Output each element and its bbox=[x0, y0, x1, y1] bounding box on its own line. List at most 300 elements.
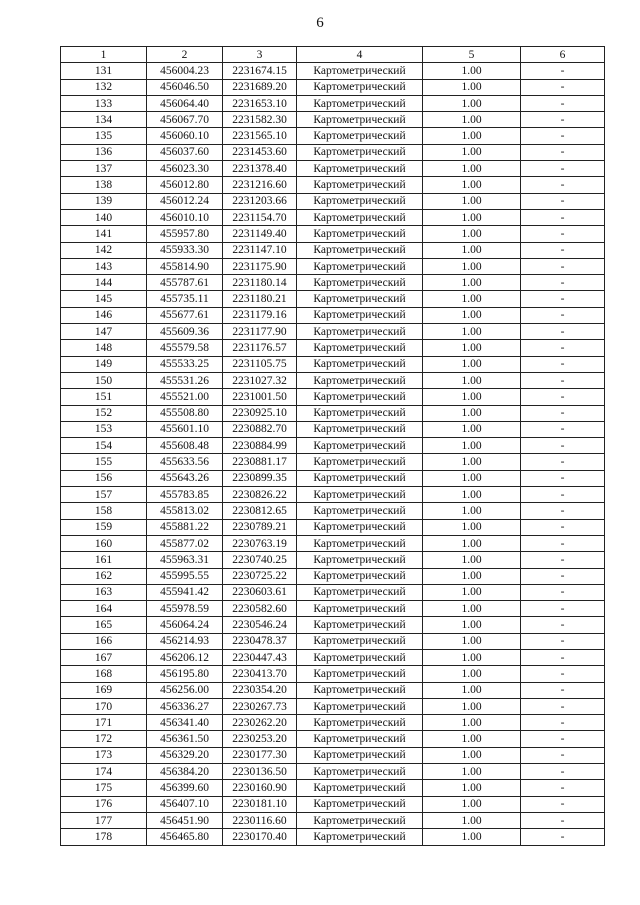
y-coordinate-cell: 2231653.10 bbox=[223, 95, 297, 111]
note-cell: - bbox=[521, 112, 605, 128]
accuracy-cell: 1.00 bbox=[423, 95, 521, 111]
y-coordinate-cell: 2230603.61 bbox=[223, 584, 297, 600]
note-cell: - bbox=[521, 242, 605, 258]
accuracy-cell: 1.00 bbox=[423, 584, 521, 600]
point-number-cell: 166 bbox=[61, 633, 147, 649]
y-coordinate-cell: 2230826.22 bbox=[223, 487, 297, 503]
accuracy-cell: 1.00 bbox=[423, 177, 521, 193]
note-cell: - bbox=[521, 438, 605, 454]
y-coordinate-cell: 2231027.32 bbox=[223, 372, 297, 388]
method-cell: Картометрический bbox=[297, 470, 423, 486]
table-row bbox=[61, 617, 605, 633]
y-coordinate-cell: 2230546.24 bbox=[223, 617, 297, 633]
note-cell: - bbox=[521, 617, 605, 633]
note-cell: - bbox=[521, 715, 605, 731]
accuracy-cell: 1.00 bbox=[423, 535, 521, 551]
method-cell: Картометрический bbox=[297, 584, 423, 600]
accuracy-cell: 1.00 bbox=[423, 519, 521, 535]
method-cell: Картометрический bbox=[297, 161, 423, 177]
method-cell: Картометрический bbox=[297, 389, 423, 405]
table-row bbox=[61, 633, 605, 649]
table-row bbox=[61, 438, 605, 454]
table-row bbox=[61, 275, 605, 291]
accuracy-cell: 1.00 bbox=[423, 552, 521, 568]
x-coordinate-cell: 455579.58 bbox=[147, 340, 223, 356]
point-number-cell: 148 bbox=[61, 340, 147, 356]
table-row bbox=[61, 405, 605, 421]
y-coordinate-cell: 2230354.20 bbox=[223, 682, 297, 698]
accuracy-cell: 1.00 bbox=[423, 780, 521, 796]
point-number-cell: 171 bbox=[61, 715, 147, 731]
note-cell: - bbox=[521, 95, 605, 111]
y-coordinate-cell: 2231216.60 bbox=[223, 177, 297, 193]
column-header-4: 4 bbox=[297, 47, 423, 63]
y-coordinate-cell: 2230253.20 bbox=[223, 731, 297, 747]
note-cell: - bbox=[521, 633, 605, 649]
note-cell: - bbox=[521, 764, 605, 780]
x-coordinate-cell: 456046.50 bbox=[147, 79, 223, 95]
point-number-cell: 172 bbox=[61, 731, 147, 747]
table-row bbox=[61, 128, 605, 144]
y-coordinate-cell: 2231149.40 bbox=[223, 226, 297, 242]
x-coordinate-cell: 455963.31 bbox=[147, 552, 223, 568]
note-cell: - bbox=[521, 487, 605, 503]
table-row bbox=[61, 812, 605, 828]
x-coordinate-cell: 456064.24 bbox=[147, 617, 223, 633]
table-body bbox=[61, 63, 605, 845]
accuracy-cell: 1.00 bbox=[423, 764, 521, 780]
method-cell: Картометрический bbox=[297, 568, 423, 584]
table-row bbox=[61, 682, 605, 698]
point-number-cell: 143 bbox=[61, 258, 147, 274]
y-coordinate-cell: 2230413.70 bbox=[223, 666, 297, 682]
accuracy-cell: 1.00 bbox=[423, 682, 521, 698]
table-row bbox=[61, 63, 605, 79]
point-number-cell: 159 bbox=[61, 519, 147, 535]
point-number-cell: 161 bbox=[61, 552, 147, 568]
table-row bbox=[61, 731, 605, 747]
y-coordinate-cell: 2230881.17 bbox=[223, 454, 297, 470]
column-header-3: 3 bbox=[223, 47, 297, 63]
y-coordinate-cell: 2230478.37 bbox=[223, 633, 297, 649]
x-coordinate-cell: 455677.61 bbox=[147, 307, 223, 323]
method-cell: Картометрический bbox=[297, 324, 423, 340]
x-coordinate-cell: 455508.80 bbox=[147, 405, 223, 421]
point-number-cell: 141 bbox=[61, 226, 147, 242]
point-number-cell: 137 bbox=[61, 161, 147, 177]
note-cell: - bbox=[521, 128, 605, 144]
column-header-5: 5 bbox=[423, 47, 521, 63]
column-header-1: 1 bbox=[61, 47, 147, 63]
y-coordinate-cell: 2230899.35 bbox=[223, 470, 297, 486]
table-row bbox=[61, 780, 605, 796]
table-row bbox=[61, 258, 605, 274]
accuracy-cell: 1.00 bbox=[423, 568, 521, 584]
y-coordinate-cell: 2231001.50 bbox=[223, 389, 297, 405]
x-coordinate-cell: 456067.70 bbox=[147, 112, 223, 128]
x-coordinate-cell: 455609.36 bbox=[147, 324, 223, 340]
method-cell: Картометрический bbox=[297, 226, 423, 242]
table-row bbox=[61, 764, 605, 780]
y-coordinate-cell: 2230136.50 bbox=[223, 764, 297, 780]
method-cell: Картометрический bbox=[297, 503, 423, 519]
note-cell: - bbox=[521, 307, 605, 323]
note-cell: - bbox=[521, 568, 605, 584]
x-coordinate-cell: 456329.20 bbox=[147, 747, 223, 763]
note-cell: - bbox=[521, 552, 605, 568]
method-cell: Картометрический bbox=[297, 454, 423, 470]
method-cell: Картометрический bbox=[297, 780, 423, 796]
y-coordinate-cell: 2231179.16 bbox=[223, 307, 297, 323]
y-coordinate-cell: 2231180.14 bbox=[223, 275, 297, 291]
accuracy-cell: 1.00 bbox=[423, 144, 521, 160]
method-cell: Картометрический bbox=[297, 715, 423, 731]
accuracy-cell: 1.00 bbox=[423, 63, 521, 79]
x-coordinate-cell: 455608.48 bbox=[147, 438, 223, 454]
table-row bbox=[61, 796, 605, 812]
point-number-cell: 136 bbox=[61, 144, 147, 160]
point-number-cell: 131 bbox=[61, 63, 147, 79]
note-cell: - bbox=[521, 796, 605, 812]
table-row bbox=[61, 209, 605, 225]
y-coordinate-cell: 2230725.22 bbox=[223, 568, 297, 584]
coordinates-table bbox=[60, 46, 605, 846]
method-cell: Картометрический bbox=[297, 535, 423, 551]
method-cell: Картометрический bbox=[297, 209, 423, 225]
point-number-cell: 149 bbox=[61, 356, 147, 372]
y-coordinate-cell: 2230267.73 bbox=[223, 698, 297, 714]
x-coordinate-cell: 456341.40 bbox=[147, 715, 223, 731]
accuracy-cell: 1.00 bbox=[423, 128, 521, 144]
method-cell: Картометрический bbox=[297, 177, 423, 193]
x-coordinate-cell: 455601.10 bbox=[147, 421, 223, 437]
point-number-cell: 139 bbox=[61, 193, 147, 209]
table-row bbox=[61, 307, 605, 323]
x-coordinate-cell: 456037.60 bbox=[147, 144, 223, 160]
accuracy-cell: 1.00 bbox=[423, 812, 521, 828]
accuracy-cell: 1.00 bbox=[423, 487, 521, 503]
x-coordinate-cell: 455787.61 bbox=[147, 275, 223, 291]
table-row bbox=[61, 226, 605, 242]
y-coordinate-cell: 2230160.90 bbox=[223, 780, 297, 796]
accuracy-cell: 1.00 bbox=[423, 242, 521, 258]
note-cell: - bbox=[521, 503, 605, 519]
note-cell: - bbox=[521, 829, 605, 845]
table-row bbox=[61, 421, 605, 437]
accuracy-cell: 1.00 bbox=[423, 307, 521, 323]
accuracy-cell: 1.00 bbox=[423, 193, 521, 209]
method-cell: Картометрический bbox=[297, 421, 423, 437]
method-cell: Картометрический bbox=[297, 356, 423, 372]
point-number-cell: 142 bbox=[61, 242, 147, 258]
point-number-cell: 133 bbox=[61, 95, 147, 111]
table-row bbox=[61, 340, 605, 356]
note-cell: - bbox=[521, 421, 605, 437]
point-number-cell: 152 bbox=[61, 405, 147, 421]
x-coordinate-cell: 455521.00 bbox=[147, 389, 223, 405]
note-cell: - bbox=[521, 63, 605, 79]
accuracy-cell: 1.00 bbox=[423, 421, 521, 437]
x-coordinate-cell: 455643.26 bbox=[147, 470, 223, 486]
note-cell: - bbox=[521, 731, 605, 747]
table-row bbox=[61, 715, 605, 731]
table-row bbox=[61, 242, 605, 258]
table-row bbox=[61, 356, 605, 372]
y-coordinate-cell: 2230882.70 bbox=[223, 421, 297, 437]
method-cell: Картометрический bbox=[297, 487, 423, 503]
point-number-cell: 151 bbox=[61, 389, 147, 405]
point-number-cell: 146 bbox=[61, 307, 147, 323]
accuracy-cell: 1.00 bbox=[423, 698, 521, 714]
y-coordinate-cell: 2230170.40 bbox=[223, 829, 297, 845]
y-coordinate-cell: 2231147.10 bbox=[223, 242, 297, 258]
table-row bbox=[61, 177, 605, 193]
point-number-cell: 176 bbox=[61, 796, 147, 812]
y-coordinate-cell: 2231582.30 bbox=[223, 112, 297, 128]
accuracy-cell: 1.00 bbox=[423, 617, 521, 633]
point-number-cell: 167 bbox=[61, 649, 147, 665]
accuracy-cell: 1.00 bbox=[423, 372, 521, 388]
table-row bbox=[61, 487, 605, 503]
note-cell: - bbox=[521, 601, 605, 617]
note-cell: - bbox=[521, 372, 605, 388]
accuracy-cell: 1.00 bbox=[423, 715, 521, 731]
accuracy-cell: 1.00 bbox=[423, 649, 521, 665]
method-cell: Картометрический bbox=[297, 666, 423, 682]
x-coordinate-cell: 456214.93 bbox=[147, 633, 223, 649]
table-row bbox=[61, 519, 605, 535]
x-coordinate-cell: 455957.80 bbox=[147, 226, 223, 242]
y-coordinate-cell: 2231105.75 bbox=[223, 356, 297, 372]
x-coordinate-cell: 455633.56 bbox=[147, 454, 223, 470]
note-cell: - bbox=[521, 275, 605, 291]
note-cell: - bbox=[521, 79, 605, 95]
table-row bbox=[61, 666, 605, 682]
x-coordinate-cell: 455941.42 bbox=[147, 584, 223, 600]
y-coordinate-cell: 2231674.15 bbox=[223, 63, 297, 79]
table-row bbox=[61, 698, 605, 714]
y-coordinate-cell: 2230447.43 bbox=[223, 649, 297, 665]
method-cell: Картометрический bbox=[297, 340, 423, 356]
y-coordinate-cell: 2231180.21 bbox=[223, 291, 297, 307]
method-cell: Картометрический bbox=[297, 95, 423, 111]
accuracy-cell: 1.00 bbox=[423, 731, 521, 747]
x-coordinate-cell: 456206.12 bbox=[147, 649, 223, 665]
method-cell: Картометрический bbox=[297, 764, 423, 780]
y-coordinate-cell: 2230177.30 bbox=[223, 747, 297, 763]
note-cell: - bbox=[521, 649, 605, 665]
y-coordinate-cell: 2231177.90 bbox=[223, 324, 297, 340]
x-coordinate-cell: 456399.60 bbox=[147, 780, 223, 796]
accuracy-cell: 1.00 bbox=[423, 226, 521, 242]
method-cell: Картометрический bbox=[297, 682, 423, 698]
point-number-cell: 147 bbox=[61, 324, 147, 340]
point-number-cell: 134 bbox=[61, 112, 147, 128]
point-number-cell: 145 bbox=[61, 291, 147, 307]
y-coordinate-cell: 2231203.66 bbox=[223, 193, 297, 209]
y-coordinate-cell: 2230582.60 bbox=[223, 601, 297, 617]
table-row bbox=[61, 503, 605, 519]
method-cell: Картометрический bbox=[297, 812, 423, 828]
point-number-cell: 160 bbox=[61, 535, 147, 551]
point-number-cell: 169 bbox=[61, 682, 147, 698]
note-cell: - bbox=[521, 389, 605, 405]
method-cell: Картометрический bbox=[297, 731, 423, 747]
column-header-2: 2 bbox=[147, 47, 223, 63]
table-row bbox=[61, 79, 605, 95]
note-cell: - bbox=[521, 177, 605, 193]
x-coordinate-cell: 455783.85 bbox=[147, 487, 223, 503]
point-number-cell: 135 bbox=[61, 128, 147, 144]
point-number-cell: 155 bbox=[61, 454, 147, 470]
accuracy-cell: 1.00 bbox=[423, 324, 521, 340]
accuracy-cell: 1.00 bbox=[423, 601, 521, 617]
x-coordinate-cell: 455995.55 bbox=[147, 568, 223, 584]
table-header-row bbox=[61, 47, 605, 63]
x-coordinate-cell: 455814.90 bbox=[147, 258, 223, 274]
y-coordinate-cell: 2231378.40 bbox=[223, 161, 297, 177]
y-coordinate-cell: 2230812.65 bbox=[223, 503, 297, 519]
point-number-cell: 164 bbox=[61, 601, 147, 617]
table-row bbox=[61, 161, 605, 177]
point-number-cell: 175 bbox=[61, 780, 147, 796]
note-cell: - bbox=[521, 682, 605, 698]
note-cell: - bbox=[521, 780, 605, 796]
note-cell: - bbox=[521, 340, 605, 356]
accuracy-cell: 1.00 bbox=[423, 405, 521, 421]
method-cell: Картометрический bbox=[297, 552, 423, 568]
y-coordinate-cell: 2230789.21 bbox=[223, 519, 297, 535]
accuracy-cell: 1.00 bbox=[423, 796, 521, 812]
table-row bbox=[61, 193, 605, 209]
accuracy-cell: 1.00 bbox=[423, 291, 521, 307]
y-coordinate-cell: 2231565.10 bbox=[223, 128, 297, 144]
accuracy-cell: 1.00 bbox=[423, 209, 521, 225]
x-coordinate-cell: 455735.11 bbox=[147, 291, 223, 307]
method-cell: Картометрический bbox=[297, 275, 423, 291]
x-coordinate-cell: 455813.02 bbox=[147, 503, 223, 519]
point-number-cell: 165 bbox=[61, 617, 147, 633]
y-coordinate-cell: 2231689.20 bbox=[223, 79, 297, 95]
accuracy-cell: 1.00 bbox=[423, 454, 521, 470]
accuracy-cell: 1.00 bbox=[423, 79, 521, 95]
note-cell: - bbox=[521, 324, 605, 340]
x-coordinate-cell: 456012.80 bbox=[147, 177, 223, 193]
note-cell: - bbox=[521, 698, 605, 714]
table-row bbox=[61, 649, 605, 665]
y-coordinate-cell: 2231453.60 bbox=[223, 144, 297, 160]
x-coordinate-cell: 455533.25 bbox=[147, 356, 223, 372]
note-cell: - bbox=[521, 161, 605, 177]
note-cell: - bbox=[521, 470, 605, 486]
method-cell: Картометрический bbox=[297, 617, 423, 633]
method-cell: Картометрический bbox=[297, 291, 423, 307]
method-cell: Картометрический bbox=[297, 405, 423, 421]
table-row bbox=[61, 601, 605, 617]
y-coordinate-cell: 2230116.60 bbox=[223, 812, 297, 828]
y-coordinate-cell: 2230925.10 bbox=[223, 405, 297, 421]
accuracy-cell: 1.00 bbox=[423, 747, 521, 763]
y-coordinate-cell: 2231176.57 bbox=[223, 340, 297, 356]
method-cell: Картометрический bbox=[297, 519, 423, 535]
y-coordinate-cell: 2230181.10 bbox=[223, 796, 297, 812]
x-coordinate-cell: 455933.30 bbox=[147, 242, 223, 258]
method-cell: Картометрический bbox=[297, 144, 423, 160]
method-cell: Картометрический bbox=[297, 372, 423, 388]
x-coordinate-cell: 456010.10 bbox=[147, 209, 223, 225]
note-cell: - bbox=[521, 258, 605, 274]
accuracy-cell: 1.00 bbox=[423, 503, 521, 519]
method-cell: Картометрический bbox=[297, 79, 423, 95]
point-number-cell: 158 bbox=[61, 503, 147, 519]
accuracy-cell: 1.00 bbox=[423, 356, 521, 372]
x-coordinate-cell: 455531.26 bbox=[147, 372, 223, 388]
table-row bbox=[61, 829, 605, 845]
x-coordinate-cell: 456384.20 bbox=[147, 764, 223, 780]
accuracy-cell: 1.00 bbox=[423, 275, 521, 291]
point-number-cell: 153 bbox=[61, 421, 147, 437]
point-number-cell: 178 bbox=[61, 829, 147, 845]
note-cell: - bbox=[521, 519, 605, 535]
y-coordinate-cell: 2230262.20 bbox=[223, 715, 297, 731]
method-cell: Картометрический bbox=[297, 747, 423, 763]
y-coordinate-cell: 2230740.25 bbox=[223, 552, 297, 568]
note-cell: - bbox=[521, 747, 605, 763]
point-number-cell: 177 bbox=[61, 812, 147, 828]
method-cell: Картометрический bbox=[297, 112, 423, 128]
point-number-cell: 138 bbox=[61, 177, 147, 193]
x-coordinate-cell: 456060.10 bbox=[147, 128, 223, 144]
accuracy-cell: 1.00 bbox=[423, 829, 521, 845]
point-number-cell: 170 bbox=[61, 698, 147, 714]
page-number: 6 bbox=[316, 15, 324, 31]
note-cell: - bbox=[521, 535, 605, 551]
method-cell: Картометрический bbox=[297, 698, 423, 714]
point-number-cell: 162 bbox=[61, 568, 147, 584]
method-cell: Картометрический bbox=[297, 796, 423, 812]
note-cell: - bbox=[521, 405, 605, 421]
y-coordinate-cell: 2230763.19 bbox=[223, 535, 297, 551]
method-cell: Картометрический bbox=[297, 258, 423, 274]
x-coordinate-cell: 456361.50 bbox=[147, 731, 223, 747]
table-row bbox=[61, 568, 605, 584]
x-coordinate-cell: 455881.22 bbox=[147, 519, 223, 535]
note-cell: - bbox=[521, 584, 605, 600]
y-coordinate-cell: 2231175.90 bbox=[223, 258, 297, 274]
note-cell: - bbox=[521, 226, 605, 242]
point-number-cell: 132 bbox=[61, 79, 147, 95]
method-cell: Картометрический bbox=[297, 128, 423, 144]
accuracy-cell: 1.00 bbox=[423, 666, 521, 682]
x-coordinate-cell: 456004.23 bbox=[147, 63, 223, 79]
y-coordinate-cell: 2231154.70 bbox=[223, 209, 297, 225]
point-number-cell: 154 bbox=[61, 438, 147, 454]
x-coordinate-cell: 456256.00 bbox=[147, 682, 223, 698]
accuracy-cell: 1.00 bbox=[423, 470, 521, 486]
point-number-cell: 156 bbox=[61, 470, 147, 486]
method-cell: Картометрический bbox=[297, 307, 423, 323]
point-number-cell: 140 bbox=[61, 209, 147, 225]
method-cell: Картометрический bbox=[297, 649, 423, 665]
point-number-cell: 157 bbox=[61, 487, 147, 503]
point-number-cell: 168 bbox=[61, 666, 147, 682]
x-coordinate-cell: 456451.90 bbox=[147, 812, 223, 828]
y-coordinate-cell: 2230884.99 bbox=[223, 438, 297, 454]
table-row bbox=[61, 324, 605, 340]
x-coordinate-cell: 456465.80 bbox=[147, 829, 223, 845]
note-cell: - bbox=[521, 454, 605, 470]
method-cell: Картометрический bbox=[297, 63, 423, 79]
